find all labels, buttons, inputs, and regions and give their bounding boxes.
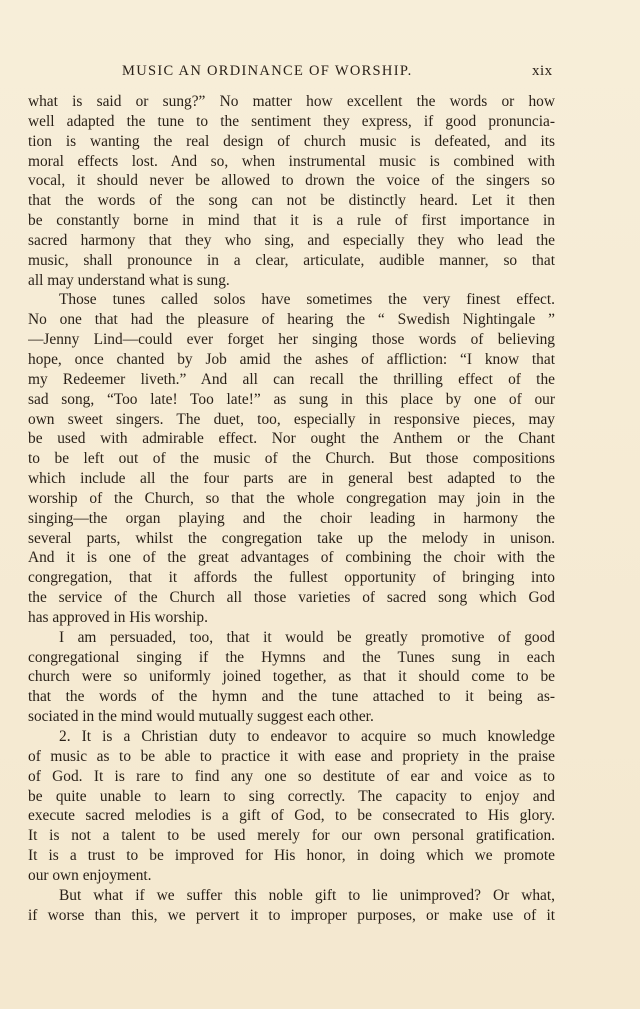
text-line: But what if we suffer this noble gift to lie unimproved? Or what, [59,886,555,904]
text-line: sacred harmony that they who sing, and especially they who lead the [28,231,555,249]
text-line: what is said or sung?” No matter how excellent the words or how [28,93,555,110]
text-line: be used with admirable effect. Nor ought the Anthem or the Chant [28,430,555,448]
text-line: has approved in His worship. [28,608,208,626]
text-line: worship of the Church, so that the whole congregation may join in the [28,489,555,507]
text-line: Those tunes called solos have sometimes the very finest effect. [59,291,555,309]
text-line: And it is one of the great advantages of combining the choir with the [28,549,555,567]
text-line: congregational singing if the Hymns and the Tunes sung in each [28,648,555,666]
text-line: sad song, “Too late! Too late!” as sung in this place by one of our [28,390,555,408]
text-line: tion is wanting the real design of church music is defeated, and its [28,132,555,150]
text-line: of music as to be able to practice it with ease and propriety in the praise [28,747,555,765]
text-line: It is not a talent to be used merely for our own personal gratification. [28,827,555,845]
running-head-title: MUSIC AN ORDINANCE OF WORSHIP. [122,63,413,79]
body-text [28,92,555,925]
text-line: congregation, that it affords the fullest opportunity of bringing into [28,569,555,587]
text-line: my Redeemer liveth.” And all can recall the thrilling effect of the [28,370,555,388]
text-line: which include all the four parts are in general best adapted to the [28,470,555,488]
text-line: our own enjoyment. [28,866,152,884]
text-line: sociated in the mind would mutually suggest each other. [28,708,374,726]
text-line: well adapted the tune to the sentiment they express, if good pronuncia- [28,112,555,130]
text-line: that the words of the hymn and the tune attached to it being as- [28,688,555,706]
text-line: to be left out of the music of the Church. But those compositions [28,450,555,468]
text-line: hope, once chanted by Job amid the ashes of affliction: “I know that [28,350,555,368]
text-line: the service of the Church all those varieties of sacred song which God [28,589,555,607]
text-line: execute sacred melodies is a gift of God, to be consecrated to His glory. [28,807,555,825]
text-line: of God. It is rare to find any one so destitute of ear and voice as to [28,767,555,785]
text-line: all may understand what is sung. [28,271,230,289]
text-line: own sweet singers. The duet, too, especially in responsive pieces, may [28,410,555,428]
text-line: It is a trust to be improved for His honor, in doing which we promote [28,847,555,865]
text-line: be quite unable to learn to sing correctly. The capacity to enjoy and [28,787,555,805]
text-line: if worse than this, we pervert it to improper purposes, or make use of it [28,906,555,924]
text-line: that the words of the song can not be distinctly heard. Let it then [28,192,555,210]
text-line: several parts, whilst the congregation take up the melody in unison. [28,529,555,547]
text-line: music, shall pronounce in a clear, articulate, audible manner, so that [28,251,555,269]
text-line: church were so uniformly joined together, as that it should come to be [28,668,555,686]
text-line: vocal, it should never be allowed to drown the voice of the singers so [28,172,555,190]
page-number: xix [532,63,553,79]
text-line: singing—the organ playing and the choir leading in harmony the [28,509,555,527]
running-head [0,63,640,83]
text-line: —Jenny Lind—could ever forget her singing those words of believing [28,331,555,349]
text-line: 2. It is a Christian duty to endeavor to acquire so much knowledge [59,728,555,745]
text-line: moral effects lost. And so, when instrumental music is combined with [28,152,555,170]
text-line: be constantly borne in mind that it is a rule of first importance in [28,212,555,230]
text-line: I am persuaded, too, that it would be greatly promotive of good [59,628,555,646]
text-line: No one that had the pleasure of hearing the “ Swedish Nightingale ” [28,311,555,329]
